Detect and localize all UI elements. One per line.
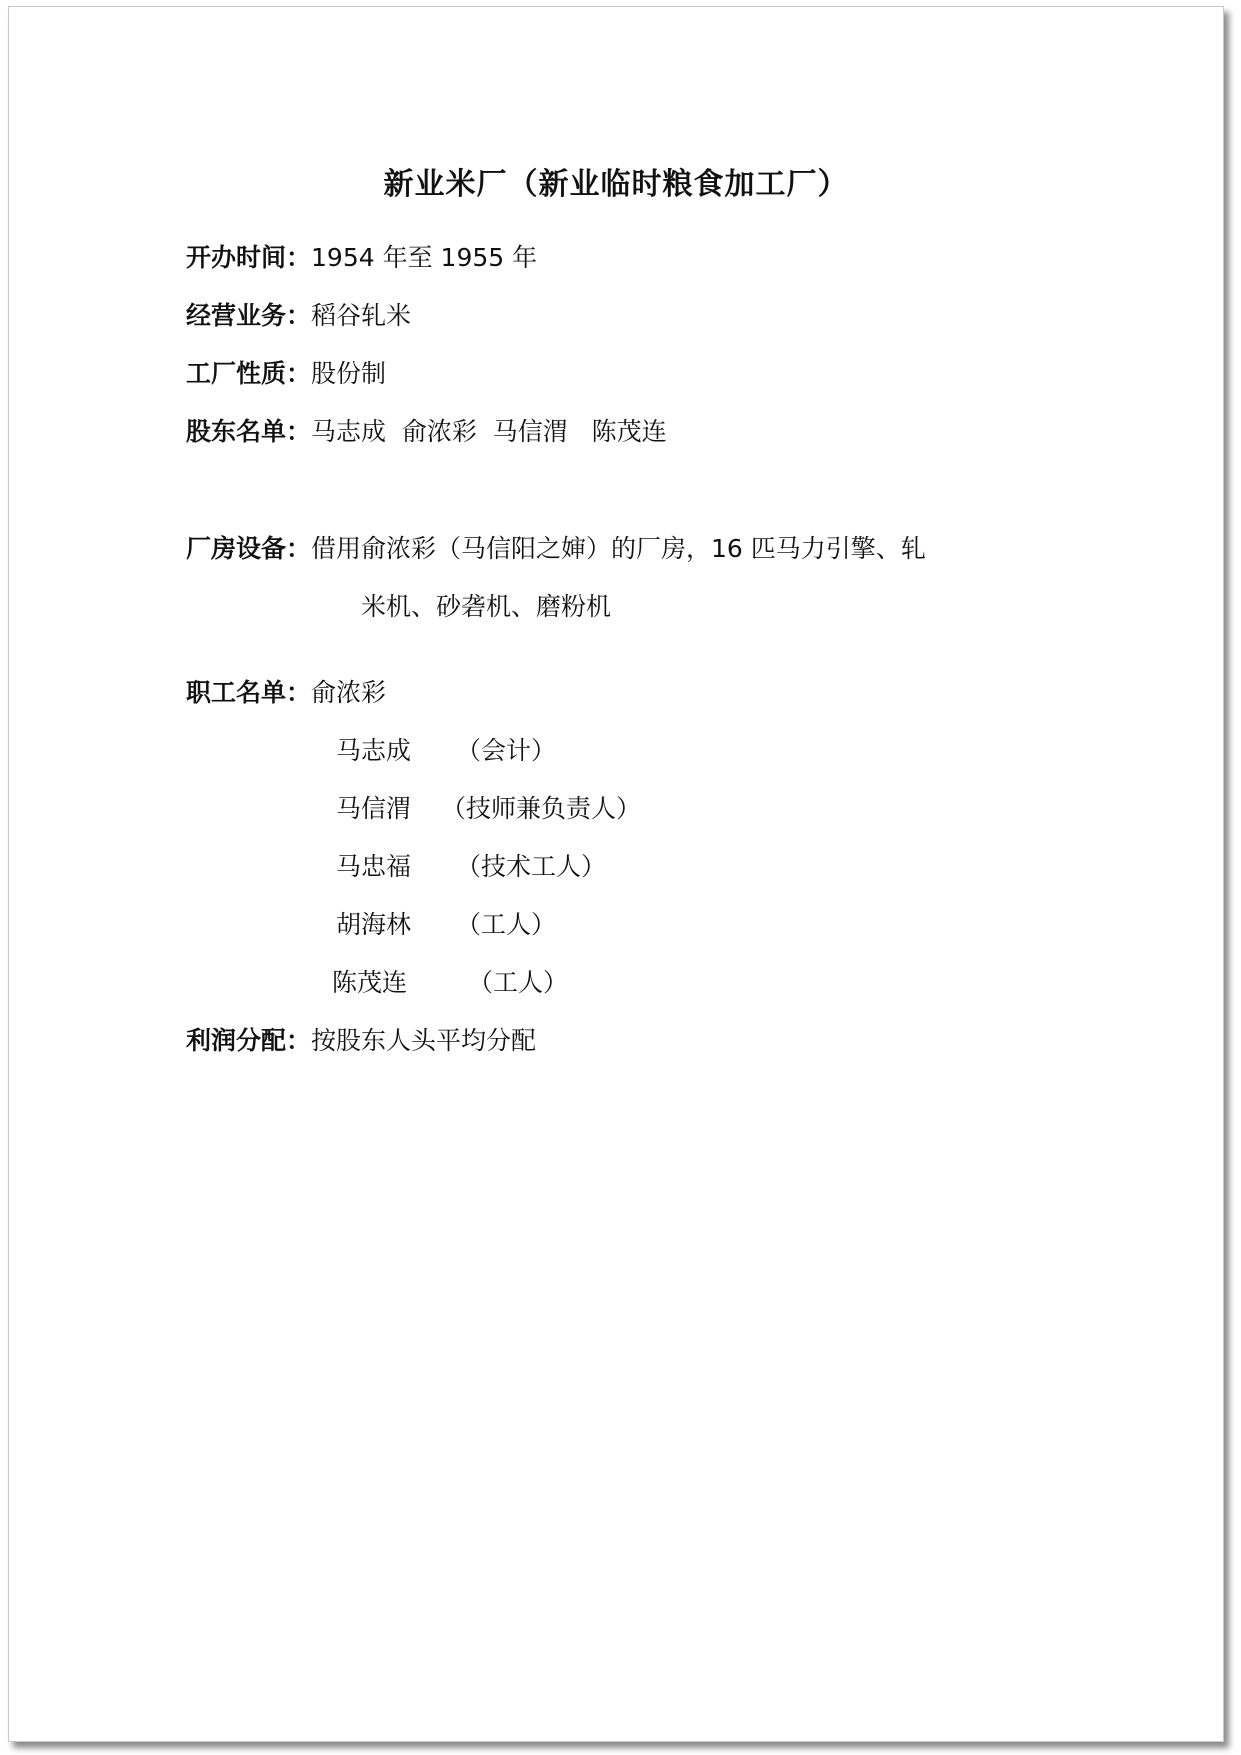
field-equipment-continuation: 米机、砂砻机、磨粉机 xyxy=(361,592,612,621)
staff-member xyxy=(336,908,557,942)
staff-name: 马忠福 xyxy=(336,852,412,881)
staff-member xyxy=(336,734,557,768)
field-label: 厂房设备： xyxy=(186,534,312,563)
staff-name: 胡海林 xyxy=(336,910,412,939)
field-value: 股份制 xyxy=(311,359,387,388)
field-period xyxy=(186,241,537,275)
field-label: 工厂性质： xyxy=(186,359,312,388)
field-business xyxy=(186,299,411,333)
field-equipment xyxy=(186,532,926,566)
field-label: 职工名单： xyxy=(186,678,312,707)
field-value: 稻谷轧米 xyxy=(311,301,412,330)
staff-name: 陈茂连 xyxy=(332,968,408,997)
staff-role: （会计） xyxy=(456,736,557,765)
staff-role: （工人） xyxy=(456,910,557,939)
staff-member xyxy=(336,850,607,884)
field-label: 股东名单： xyxy=(186,417,312,446)
field-nature xyxy=(186,357,386,391)
document-page xyxy=(8,6,1224,1742)
staff-member xyxy=(336,792,642,826)
field-value: 借用俞浓彩（马信阳之婶）的厂房，16 匹马力引擎、轧 xyxy=(311,534,926,563)
staff-role: （工人） xyxy=(468,968,569,997)
staff-role: （技术工人） xyxy=(456,852,607,881)
staff-role: （技师兼负责人） xyxy=(441,794,642,823)
field-value: 1954 年至 1955 年 xyxy=(311,243,538,272)
field-label: 开办时间： xyxy=(186,243,312,272)
field-value: 按股东人头平均分配 xyxy=(311,1026,537,1055)
field-label: 利润分配： xyxy=(186,1026,312,1055)
staff-name: 马信渭 xyxy=(336,794,412,823)
staff-member xyxy=(332,966,569,1000)
staff-name: 马志成 xyxy=(336,736,412,765)
field-profit xyxy=(186,1024,536,1058)
field-staff xyxy=(186,676,386,710)
field-shareholders xyxy=(186,415,667,449)
staff-name: 俞浓彩 xyxy=(311,678,387,707)
page-title: 新业米厂（新业临时粮食加工厂） xyxy=(383,167,849,202)
field-label: 经营业务： xyxy=(186,301,312,330)
field-value: 马志成 俞浓彩 马信渭 陈茂连 xyxy=(311,417,667,446)
